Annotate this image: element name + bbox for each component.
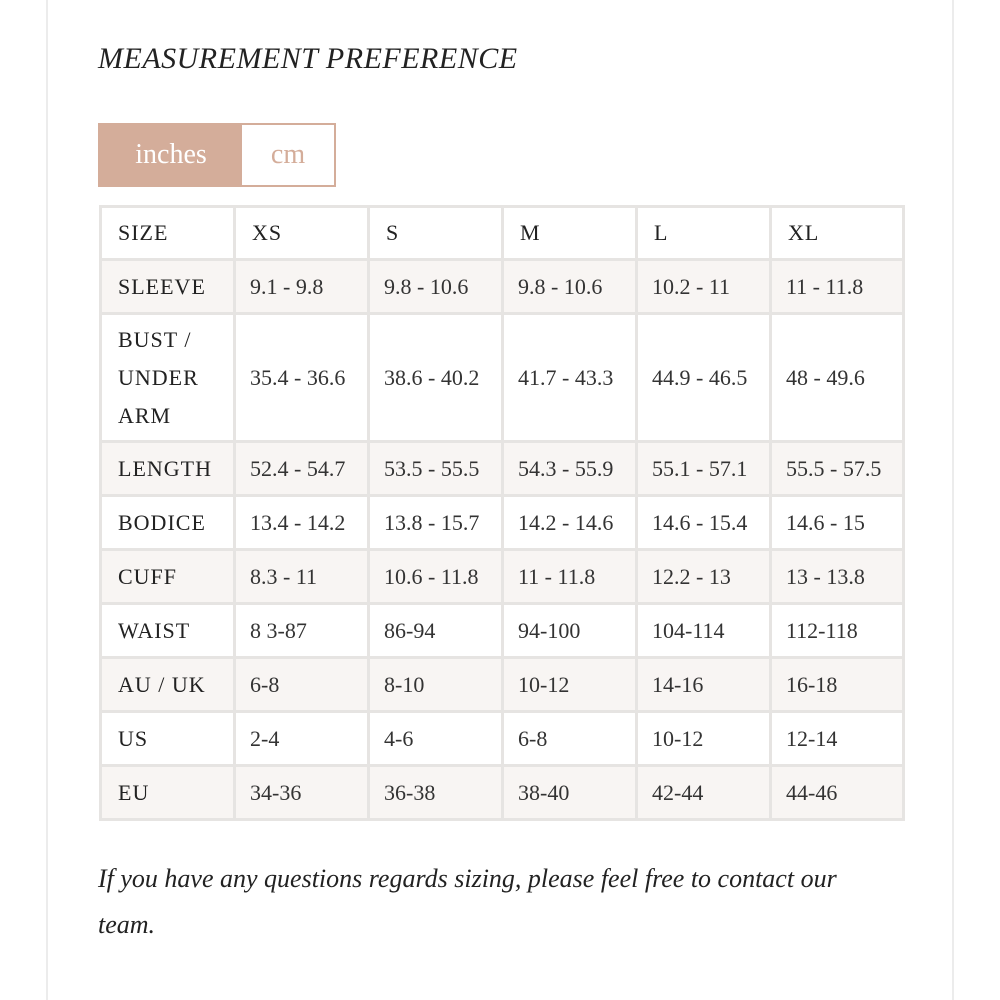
table-cell: 14.6 - 15.4	[637, 496, 771, 550]
header-cell: XL	[771, 207, 904, 260]
table-cell: 35.4 - 36.6	[235, 314, 369, 442]
measurement-preference-heading: MEASUREMENT PREFERENCE	[98, 42, 518, 75]
row-label-us: US	[101, 712, 235, 766]
table-cell: 4-6	[369, 712, 503, 766]
header-cell: SIZE	[101, 207, 235, 260]
row-label-au-uk: AU / UK	[101, 658, 235, 712]
table-cell: 9.8 - 10.6	[503, 260, 637, 314]
table-cell: 6-8	[235, 658, 369, 712]
table-row	[101, 442, 904, 496]
table-cell: 10-12	[503, 658, 637, 712]
table-cell: 8.3 - 11	[235, 550, 369, 604]
row-label-sleeve: SLEEVE	[101, 260, 235, 314]
table-cell: 8-10	[369, 658, 503, 712]
table-row	[101, 604, 904, 658]
table-cell: 14.2 - 14.6	[503, 496, 637, 550]
table-cell: 44-46	[771, 766, 904, 820]
table-cell: 14-16	[637, 658, 771, 712]
table-cell: 13 - 13.8	[771, 550, 904, 604]
row-label-line: ARM	[118, 402, 172, 428]
table-cell: 8 3-87	[235, 604, 369, 658]
table-cell: 16-18	[771, 658, 904, 712]
table-cell: 42-44	[637, 766, 771, 820]
table-cell: 9.8 - 10.6	[369, 260, 503, 314]
table-row	[101, 766, 904, 820]
unit-toggle	[98, 123, 336, 187]
table-cell: 52.4 - 54.7	[235, 442, 369, 496]
row-label-line: BUST /	[118, 326, 192, 352]
table-cell: 86-94	[369, 604, 503, 658]
table-cell: 6-8	[503, 712, 637, 766]
table-cell: 55.1 - 57.1	[637, 442, 771, 496]
header-cell: L	[637, 207, 771, 260]
table-cell: 11 - 11.8	[771, 260, 904, 314]
table-row	[101, 658, 904, 712]
header-cell: XS	[235, 207, 369, 260]
table-cell: 13.4 - 14.2	[235, 496, 369, 550]
header-cell: M	[503, 207, 637, 260]
table-cell: 10.6 - 11.8	[369, 550, 503, 604]
table-cell: 34-36	[235, 766, 369, 820]
header-cell: S	[369, 207, 503, 260]
table-cell: 53.5 - 55.5	[369, 442, 503, 496]
row-label-bodice: BODICE	[101, 496, 235, 550]
table-cell: 38-40	[503, 766, 637, 820]
sizing-contact-note: If you have any questions regards sizing, please feel free to contact our team.	[98, 864, 837, 939]
table-cell: 12.2 - 13	[637, 550, 771, 604]
table-cell: 54.3 - 55.9	[503, 442, 637, 496]
table-cell: 48 - 49.6	[771, 314, 904, 442]
row-label-eu: EU	[101, 766, 235, 820]
unit-inches-button[interactable]: inches	[100, 125, 242, 185]
table-cell: 13.8 - 15.7	[369, 496, 503, 550]
table-cell: 41.7 - 43.3	[503, 314, 637, 442]
unit-cm-button[interactable]: cm	[242, 125, 334, 185]
table-cell: 104-114	[637, 604, 771, 658]
table-cell: 12-14	[771, 712, 904, 766]
table-row	[101, 314, 904, 442]
table-cell: 36-38	[369, 766, 503, 820]
table-cell: 14.6 - 15	[771, 496, 904, 550]
row-label-waist: WAIST	[101, 604, 235, 658]
size-chart-table	[99, 205, 905, 821]
table-cell: 10.2 - 11	[637, 260, 771, 314]
table-cell: 55.5 - 57.5	[771, 442, 904, 496]
row-label-bust-under-arm	[101, 314, 235, 442]
table-row	[101, 496, 904, 550]
table-cell: 38.6 - 40.2	[369, 314, 503, 442]
row-label-line: UNDER	[118, 364, 199, 390]
table-cell: 44.9 - 46.5	[637, 314, 771, 442]
table-cell: 112-118	[771, 604, 904, 658]
row-label-cuff: CUFF	[101, 550, 235, 604]
table-cell: 2-4	[235, 712, 369, 766]
table-cell: 9.1 - 9.8	[235, 260, 369, 314]
table-cell: 94-100	[503, 604, 637, 658]
row-label-length: LENGTH	[101, 442, 235, 496]
table-cell: 11 - 11.8	[503, 550, 637, 604]
table-cell: 10-12	[637, 712, 771, 766]
table-row	[101, 260, 904, 314]
table-header-row	[101, 207, 904, 260]
table-row	[101, 712, 904, 766]
table-row	[101, 550, 904, 604]
